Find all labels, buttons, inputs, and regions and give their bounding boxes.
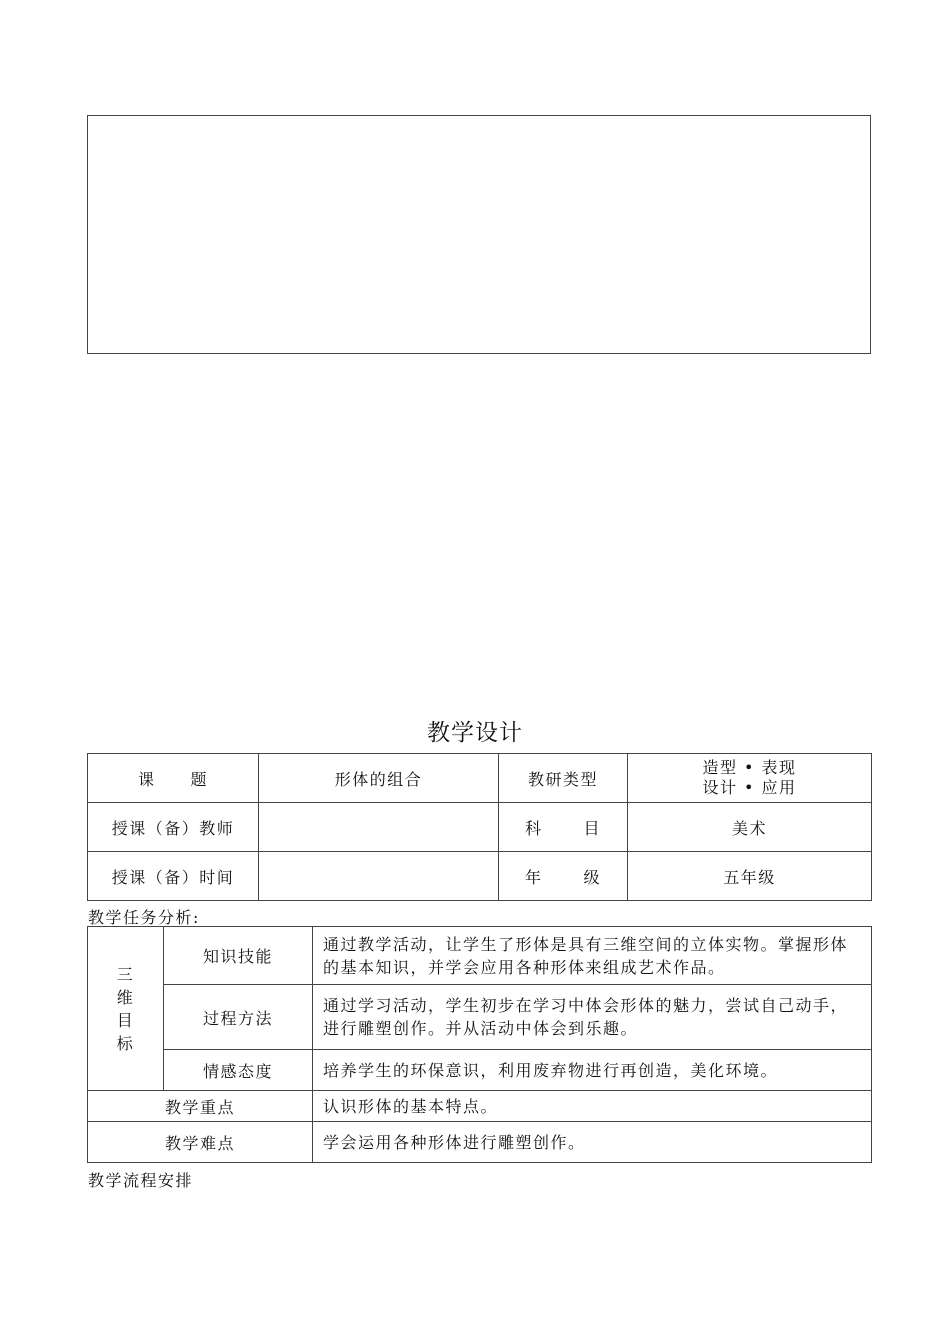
goal-label-char-2: 维 bbox=[116, 987, 135, 1007]
blank-frame bbox=[87, 115, 871, 354]
research-type-label: 教研类型 bbox=[499, 754, 628, 803]
emotion-attitude-label: 情感态度 bbox=[164, 1050, 313, 1091]
subject-label-char-2: 目 bbox=[583, 818, 601, 838]
grade-label-char-1: 年 bbox=[525, 867, 543, 887]
goal-label-char-1: 三 bbox=[116, 964, 135, 984]
research-type-line-2: 设计 • 应用 bbox=[702, 778, 797, 797]
subject-value: 美术 bbox=[628, 803, 872, 852]
table-row bbox=[88, 754, 872, 803]
table-row bbox=[88, 852, 872, 901]
time-value bbox=[259, 852, 499, 901]
subject-label bbox=[499, 803, 628, 852]
table-row bbox=[88, 1050, 872, 1091]
grade-value: 五年级 bbox=[628, 852, 872, 901]
goal-label-char-3: 目 bbox=[116, 1010, 135, 1030]
three-dimension-goals-label bbox=[88, 927, 164, 1091]
knowledge-skill-text: 通过教学活动，让学生了形体是具有三维空间的立体实物。掌握形体的基本知识，并学会应用各种形体来组成艺术作品。 bbox=[313, 927, 872, 985]
process-method-text: 通过学习活动，学生初步在学习中体会形体的魅力，尝试自己动手，进行雕塑创作。并从活动中体会到乐趣。 bbox=[313, 985, 872, 1050]
table-row bbox=[88, 1122, 872, 1163]
teacher-value bbox=[259, 803, 499, 852]
time-label: 授课（备）时间 bbox=[88, 852, 259, 901]
goal-label-char-4: 标 bbox=[116, 1033, 135, 1053]
subject-label-char-1: 科 bbox=[525, 818, 543, 838]
table-row bbox=[88, 927, 872, 985]
key-point-text: 认识形体的基本特点。 bbox=[313, 1091, 872, 1122]
research-type-line-1: 造型 • 表现 bbox=[702, 758, 797, 777]
grade-label bbox=[499, 852, 628, 901]
table-row bbox=[88, 1091, 872, 1122]
teaching-flow-heading: 教学流程安排 bbox=[88, 1171, 194, 1190]
knowledge-skill-label: 知识技能 bbox=[164, 927, 313, 985]
key-point-label: 教学重点 bbox=[88, 1091, 313, 1122]
difficulty-label: 教学难点 bbox=[88, 1122, 313, 1163]
table-row bbox=[88, 985, 872, 1050]
document-title: 教学设计 bbox=[427, 720, 523, 746]
lesson-info-table bbox=[87, 753, 872, 901]
difficulty-text: 学会运用各种形体进行雕塑创作。 bbox=[313, 1122, 872, 1163]
topic-label: 课 题 bbox=[88, 754, 259, 803]
emotion-attitude-text: 培养学生的环保意识，利用废弃物进行再创造，美化环境。 bbox=[313, 1050, 872, 1091]
grade-label-char-2: 级 bbox=[583, 867, 601, 887]
process-method-label: 过程方法 bbox=[164, 985, 313, 1050]
table-row bbox=[88, 803, 872, 852]
teacher-label: 授课（备）教师 bbox=[88, 803, 259, 852]
task-analysis-heading: 教学任务分析: bbox=[88, 908, 200, 927]
research-type-value bbox=[628, 754, 872, 803]
task-analysis-table bbox=[87, 926, 872, 1163]
topic-value: 形体的组合 bbox=[259, 754, 499, 803]
